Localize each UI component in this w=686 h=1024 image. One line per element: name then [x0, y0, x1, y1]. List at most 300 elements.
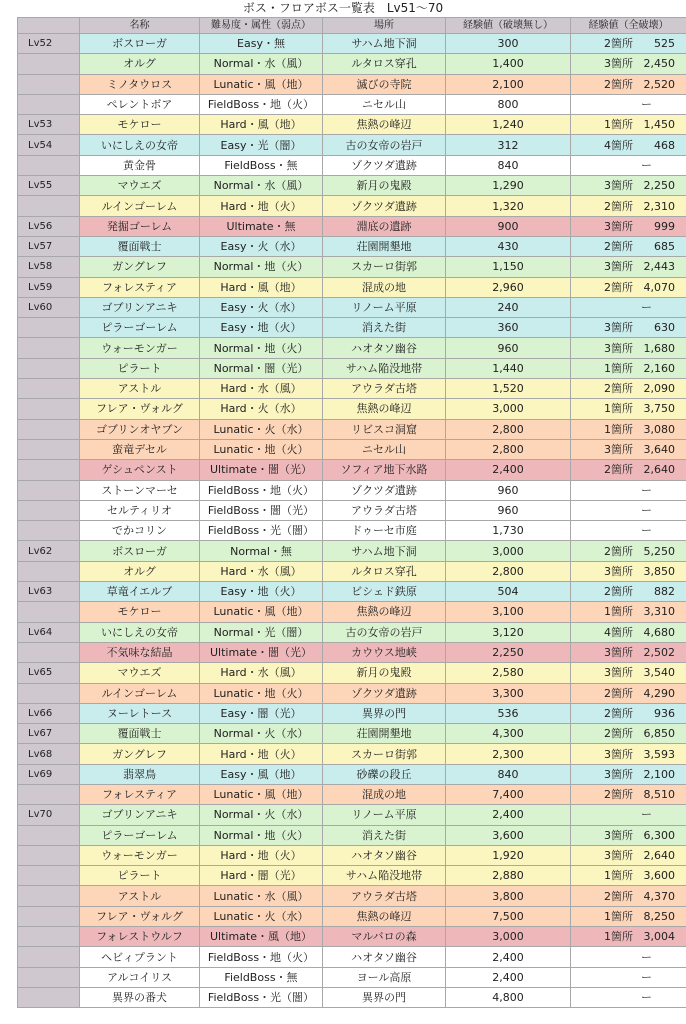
level-cell [18, 886, 80, 906]
exp-full-cell [571, 703, 686, 723]
exp-cell: 536 [446, 703, 571, 723]
exp-full-cell [571, 480, 686, 500]
exp-cell: 2,100 [446, 74, 571, 94]
exp-cell: 2,400 [446, 947, 571, 967]
table-row [18, 379, 686, 399]
level-cell [18, 155, 80, 175]
difficulty-cell: Lunatic・風（地） [200, 74, 323, 94]
table-row [18, 439, 686, 459]
table-row [18, 277, 686, 297]
break-parts-count: 1箇所 [604, 869, 633, 883]
difficulty-cell: Easy・地（火） [200, 582, 323, 602]
exp-cell: 240 [446, 297, 571, 317]
level-cell [18, 74, 80, 94]
exp-full-cell [571, 379, 686, 399]
exp-cell: 960 [446, 480, 571, 500]
difficulty-cell: Hard・水（風） [200, 379, 323, 399]
exp-full-cell [571, 724, 686, 744]
boss-name-cell: フレア・ヴォルグ [80, 399, 200, 419]
exp-full-value: 3,640 [643, 443, 675, 457]
table-row [18, 236, 686, 256]
difficulty-cell: Normal・地（火） [200, 338, 323, 358]
boss-name-cell: いにしえの女帝 [80, 135, 200, 155]
exp-full-cell [571, 54, 686, 74]
exp-cell: 1,520 [446, 379, 571, 399]
break-parts-count: 3箇所 [604, 260, 633, 274]
header-level [18, 18, 80, 34]
location-cell: スカーロ街郭 [323, 257, 446, 277]
exp-full-cell [571, 947, 686, 967]
level-cell [18, 358, 80, 378]
table-row [18, 906, 686, 926]
exp-full-cell [571, 967, 686, 987]
boss-name-cell: ゴブリンオヤブン [80, 419, 200, 439]
exp-full-cell [571, 216, 686, 236]
break-parts-count: 4箇所 [604, 138, 633, 152]
exp-full-cell [571, 500, 686, 520]
exp-full-value: 2,100 [643, 767, 675, 781]
level-cell [18, 460, 80, 480]
exp-cell: 1,440 [446, 358, 571, 378]
difficulty-cell: Normal・無 [200, 541, 323, 561]
location-cell: サハム地下洞 [323, 34, 446, 54]
boss-name-cell: ゴブリンアニキ [80, 805, 200, 825]
table-row [18, 419, 686, 439]
boss-name-cell: 覆面戦士 [80, 236, 200, 256]
break-parts-count: 1箇所 [604, 930, 633, 944]
table-row [18, 805, 686, 825]
level-cell [18, 967, 80, 987]
difficulty-cell: FieldBoss・無 [200, 155, 323, 175]
location-cell: ドゥーセ市庭 [323, 521, 446, 541]
difficulty-cell: Hard・地（火） [200, 196, 323, 216]
location-cell: 砂礫の段丘 [323, 764, 446, 784]
table-body [18, 34, 686, 1008]
level-cell: Lv62 [18, 541, 80, 561]
break-parts-count: 2箇所 [604, 686, 633, 700]
difficulty-cell: Ultimate・風（地） [200, 927, 323, 947]
exp-full-cell [571, 582, 686, 602]
break-parts-count: 3箇所 [604, 57, 633, 71]
exp-full-none: ー [641, 158, 652, 172]
location-cell: 新月の鬼殿 [323, 663, 446, 683]
exp-cell: 2,400 [446, 967, 571, 987]
exp-full-cell [571, 927, 686, 947]
difficulty-cell: Lunatic・地（火） [200, 439, 323, 459]
table-row [18, 744, 686, 764]
exp-full-value: 2,450 [643, 57, 675, 71]
difficulty-cell: Hard・闇（光） [200, 866, 323, 886]
exp-full-cell [571, 439, 686, 459]
table-row [18, 987, 686, 1007]
boss-name-cell: モケロー [80, 602, 200, 622]
location-cell: サハム地下洞 [323, 541, 446, 561]
difficulty-cell: Normal・火（水） [200, 724, 323, 744]
exp-full-none: ー [641, 524, 652, 538]
difficulty-cell: FieldBoss・無 [200, 967, 323, 987]
exp-full-value: 4,370 [643, 889, 675, 903]
exp-full-value: 6,850 [643, 727, 675, 741]
exp-full-cell [571, 602, 686, 622]
exp-cell: 7,400 [446, 784, 571, 804]
boss-name-cell: ガングレフ [80, 257, 200, 277]
table-row [18, 318, 686, 338]
table-row [18, 825, 686, 845]
table-row [18, 176, 686, 196]
exp-full-none: ー [641, 950, 652, 964]
level-cell [18, 500, 80, 520]
table-row [18, 642, 686, 662]
exp-full-cell [571, 318, 686, 338]
location-cell: ルタロス穿孔 [323, 561, 446, 581]
level-cell [18, 906, 80, 926]
level-cell [18, 338, 80, 358]
table-row [18, 724, 686, 744]
difficulty-cell: Ultimate・闇（光） [200, 642, 323, 662]
level-cell: Lv53 [18, 115, 80, 135]
level-cell [18, 927, 80, 947]
table-row [18, 622, 686, 642]
difficulty-cell: Lunatic・風（地） [200, 602, 323, 622]
exp-cell: 840 [446, 155, 571, 175]
exp-cell: 2,300 [446, 744, 571, 764]
break-parts-count: 2箇所 [604, 280, 633, 294]
location-cell: 混成の地 [323, 784, 446, 804]
exp-full-cell [571, 176, 686, 196]
level-cell: Lv66 [18, 703, 80, 723]
exp-full-cell [571, 866, 686, 886]
exp-full-cell [571, 825, 686, 845]
boss-name-cell: 異界の番犬 [80, 987, 200, 1007]
level-cell [18, 784, 80, 804]
exp-full-value: 685 [654, 240, 675, 254]
table-row [18, 34, 686, 54]
table-row [18, 257, 686, 277]
difficulty-cell: Lunatic・火（水） [200, 419, 323, 439]
location-cell: リノーム平原 [323, 805, 446, 825]
location-cell: 荘園開墾地 [323, 236, 446, 256]
exp-full-cell [571, 94, 686, 114]
exp-full-cell [571, 906, 686, 926]
exp-cell: 2,800 [446, 561, 571, 581]
location-cell: ニセル山 [323, 439, 446, 459]
exp-cell: 2,400 [446, 805, 571, 825]
difficulty-cell: Lunatic・水（風） [200, 886, 323, 906]
exp-full-value: 4,070 [643, 280, 675, 294]
difficulty-cell: Normal・水（風） [200, 176, 323, 196]
boss-name-cell: 草竜イエルブ [80, 582, 200, 602]
location-cell: ハオタソ幽谷 [323, 947, 446, 967]
table-row [18, 561, 686, 581]
level-cell [18, 480, 80, 500]
table-row [18, 947, 686, 967]
table-row [18, 500, 686, 520]
boss-name-cell: 黄金骨 [80, 155, 200, 175]
break-parts-count: 3箇所 [604, 646, 633, 660]
boss-name-cell: フレア・ヴォルグ [80, 906, 200, 926]
exp-full-value: 3,593 [643, 747, 675, 761]
level-cell: Lv65 [18, 663, 80, 683]
table-row [18, 297, 686, 317]
level-cell: Lv59 [18, 277, 80, 297]
break-parts-count: 2箇所 [604, 77, 633, 91]
break-parts-count: 1箇所 [604, 361, 633, 375]
table-row [18, 338, 686, 358]
boss-name-cell: フォレスティア [80, 784, 200, 804]
exp-full-cell [571, 642, 686, 662]
difficulty-cell: Easy・無 [200, 34, 323, 54]
location-cell: 異界の門 [323, 987, 446, 1007]
location-cell: ビシェド鉄原 [323, 582, 446, 602]
boss-name-cell: ストーンマーセ [80, 480, 200, 500]
exp-full-value: 525 [654, 37, 675, 51]
exp-full-value: 2,520 [643, 77, 675, 91]
boss-name-cell: ヘビィプラント [80, 947, 200, 967]
exp-full-value: 3,310 [643, 605, 675, 619]
boss-name-cell: 蛮竜デセル [80, 439, 200, 459]
exp-full-cell [571, 683, 686, 703]
exp-cell: 4,300 [446, 724, 571, 744]
boss-name-cell: ルインゴーレム [80, 196, 200, 216]
boss-name-cell: ゴブリンアニキ [80, 297, 200, 317]
exp-cell: 1,320 [446, 196, 571, 216]
break-parts-count: 3箇所 [604, 179, 633, 193]
exp-full-cell [571, 419, 686, 439]
exp-full-cell [571, 845, 686, 865]
break-parts-count: 3箇所 [604, 666, 633, 680]
difficulty-cell: Easy・闇（光） [200, 703, 323, 723]
difficulty-cell: FieldBoss・地（火） [200, 947, 323, 967]
exp-full-cell [571, 561, 686, 581]
difficulty-cell: Normal・闇（光） [200, 358, 323, 378]
exp-cell: 300 [446, 34, 571, 54]
difficulty-cell: Lunatic・地（火） [200, 683, 323, 703]
exp-full-none: ー [641, 808, 652, 822]
table-row [18, 135, 686, 155]
exp-full-value: 3,750 [643, 402, 675, 416]
boss-name-cell: ウォーモンガー [80, 338, 200, 358]
exp-cell: 840 [446, 764, 571, 784]
level-cell: Lv64 [18, 622, 80, 642]
location-cell: ゾクツダ遺跡 [323, 196, 446, 216]
exp-cell: 3,800 [446, 886, 571, 906]
boss-name-cell: オルグ [80, 54, 200, 74]
exp-full-value: 3,004 [643, 930, 675, 944]
level-cell: Lv63 [18, 582, 80, 602]
boss-name-cell: ボスローガ [80, 34, 200, 54]
table-row [18, 196, 686, 216]
difficulty-cell: Hard・地（火） [200, 845, 323, 865]
exp-cell: 4,800 [446, 987, 571, 1007]
location-cell: リビスコ洞窟 [323, 419, 446, 439]
level-cell: Lv67 [18, 724, 80, 744]
exp-full-cell [571, 74, 686, 94]
difficulty-cell: Hard・水（風） [200, 561, 323, 581]
boss-name-cell: ヌーレトース [80, 703, 200, 723]
break-parts-count: 3箇所 [604, 747, 633, 761]
level-cell: Lv69 [18, 764, 80, 784]
exp-cell: 2,400 [446, 460, 571, 480]
difficulty-cell: Easy・地（火） [200, 318, 323, 338]
table-row [18, 582, 686, 602]
exp-cell: 3,300 [446, 683, 571, 703]
difficulty-cell: Easy・風（地） [200, 764, 323, 784]
boss-name-cell: フォレストウルフ [80, 927, 200, 947]
difficulty-cell: FieldBoss・闇（光） [200, 500, 323, 520]
exp-cell: 1,400 [446, 54, 571, 74]
exp-cell: 3,000 [446, 541, 571, 561]
boss-name-cell: マウエズ [80, 663, 200, 683]
location-cell: 焦熱の峰辺 [323, 602, 446, 622]
exp-full-value: 2,443 [643, 260, 675, 274]
location-cell: 古の女帝の岩戸 [323, 622, 446, 642]
difficulty-cell: Easy・火（水） [200, 236, 323, 256]
boss-name-cell: 翡翠鳥 [80, 764, 200, 784]
exp-cell: 2,880 [446, 866, 571, 886]
table-row [18, 460, 686, 480]
exp-full-value: 2,310 [643, 199, 675, 213]
exp-cell: 960 [446, 338, 571, 358]
level-cell [18, 318, 80, 338]
boss-name-cell: マウエズ [80, 176, 200, 196]
location-cell: ニセル山 [323, 94, 446, 114]
break-parts-count: 2箇所 [604, 706, 633, 720]
boss-name-cell: アルコイリス [80, 967, 200, 987]
break-parts-count: 1箇所 [604, 118, 633, 132]
level-cell: Lv55 [18, 176, 80, 196]
boss-name-cell: 覆面戦士 [80, 724, 200, 744]
table-row [18, 886, 686, 906]
header-exp: 経験値（破壊無し） [446, 18, 571, 34]
table-row [18, 663, 686, 683]
header-location: 場所 [323, 18, 446, 34]
exp-cell: 2,800 [446, 439, 571, 459]
table-row [18, 784, 686, 804]
exp-full-cell [571, 987, 686, 1007]
level-cell [18, 94, 80, 114]
difficulty-cell: FieldBoss・光（闇） [200, 987, 323, 1007]
exp-cell: 504 [446, 582, 571, 602]
exp-full-none: ー [641, 991, 652, 1005]
header-exp-full: 経験値（全破壊） [571, 18, 686, 34]
boss-name-cell: ピラーゴーレム [80, 318, 200, 338]
exp-full-cell [571, 460, 686, 480]
exp-full-value: 999 [654, 219, 675, 233]
exp-cell: 1,920 [446, 845, 571, 865]
break-parts-count: 3箇所 [604, 564, 633, 578]
difficulty-cell: Hard・風（地） [200, 277, 323, 297]
difficulty-cell: Normal・水（風） [200, 54, 323, 74]
exp-full-value: 3,080 [643, 422, 675, 436]
boss-table [17, 17, 686, 1008]
exp-cell: 7,500 [446, 906, 571, 926]
table-row [18, 358, 686, 378]
table-row [18, 216, 686, 236]
break-parts-count: 3箇所 [604, 219, 633, 233]
boss-name-cell: 不気味な結晶 [80, 642, 200, 662]
boss-name-cell: アストル [80, 886, 200, 906]
location-cell: ゾクツダ遺跡 [323, 155, 446, 175]
level-cell [18, 642, 80, 662]
location-cell: サハム陥没地帯 [323, 358, 446, 378]
exp-full-value: 6,300 [643, 828, 675, 842]
table-row [18, 54, 686, 74]
difficulty-cell: Easy・火（水） [200, 297, 323, 317]
level-cell [18, 54, 80, 74]
level-cell [18, 196, 80, 216]
exp-full-value: 3,850 [643, 564, 675, 578]
exp-cell: 312 [446, 135, 571, 155]
boss-name-cell: モケロー [80, 115, 200, 135]
exp-full-cell [571, 541, 686, 561]
exp-full-cell [571, 521, 686, 541]
level-cell [18, 825, 80, 845]
boss-name-cell: ピラート [80, 358, 200, 378]
level-cell [18, 439, 80, 459]
difficulty-cell: FieldBoss・地（火） [200, 94, 323, 114]
exp-cell: 3,000 [446, 927, 571, 947]
exp-full-value: 4,290 [643, 686, 675, 700]
table-row [18, 927, 686, 947]
level-cell [18, 866, 80, 886]
table-row [18, 521, 686, 541]
header-row [18, 18, 686, 34]
exp-full-cell [571, 764, 686, 784]
boss-name-cell: ボスローガ [80, 541, 200, 561]
boss-name-cell: ゲシュペンスト [80, 460, 200, 480]
level-cell: Lv57 [18, 236, 80, 256]
location-cell: マルバロの森 [323, 927, 446, 947]
location-cell: 消えた街 [323, 318, 446, 338]
exp-full-cell [571, 744, 686, 764]
level-cell [18, 987, 80, 1007]
location-cell: 荘園開墾地 [323, 724, 446, 744]
break-parts-count: 2箇所 [604, 240, 633, 254]
location-cell: 焦熱の峰辺 [323, 906, 446, 926]
location-cell: 異界の門 [323, 703, 446, 723]
exp-full-none: ー [641, 503, 652, 517]
location-cell: 古の女帝の岩戸 [323, 135, 446, 155]
location-cell: ゾクツダ遺跡 [323, 683, 446, 703]
exp-full-cell [571, 784, 686, 804]
exp-full-none: ー [641, 970, 652, 984]
location-cell: 淵底の遺跡 [323, 216, 446, 236]
exp-cell: 2,800 [446, 419, 571, 439]
location-cell: スカーロ街郭 [323, 744, 446, 764]
exp-cell: 1,150 [446, 257, 571, 277]
exp-full-value: 882 [654, 585, 675, 599]
boss-name-cell: ガングレフ [80, 744, 200, 764]
location-cell: 焦熱の峰辺 [323, 399, 446, 419]
exp-full-value: 2,640 [643, 849, 675, 863]
difficulty-cell: FieldBoss・光（闇） [200, 521, 323, 541]
exp-full-value: 3,540 [643, 666, 675, 680]
level-cell: Lv54 [18, 135, 80, 155]
boss-name-cell: ルインゴーレム [80, 683, 200, 703]
location-cell: アウラダ古塔 [323, 379, 446, 399]
header-difficulty: 難易度・属性（弱点） [200, 18, 323, 34]
boss-name-cell: でかコリン [80, 521, 200, 541]
exp-full-cell [571, 34, 686, 54]
boss-name-cell: セルティリオ [80, 500, 200, 520]
boss-name-cell: 発掘ゴーレム [80, 216, 200, 236]
break-parts-count: 1箇所 [604, 422, 633, 436]
break-parts-count: 1箇所 [604, 402, 633, 416]
exp-full-cell [571, 358, 686, 378]
table-row [18, 480, 686, 500]
level-cell: Lv60 [18, 297, 80, 317]
table-row [18, 703, 686, 723]
